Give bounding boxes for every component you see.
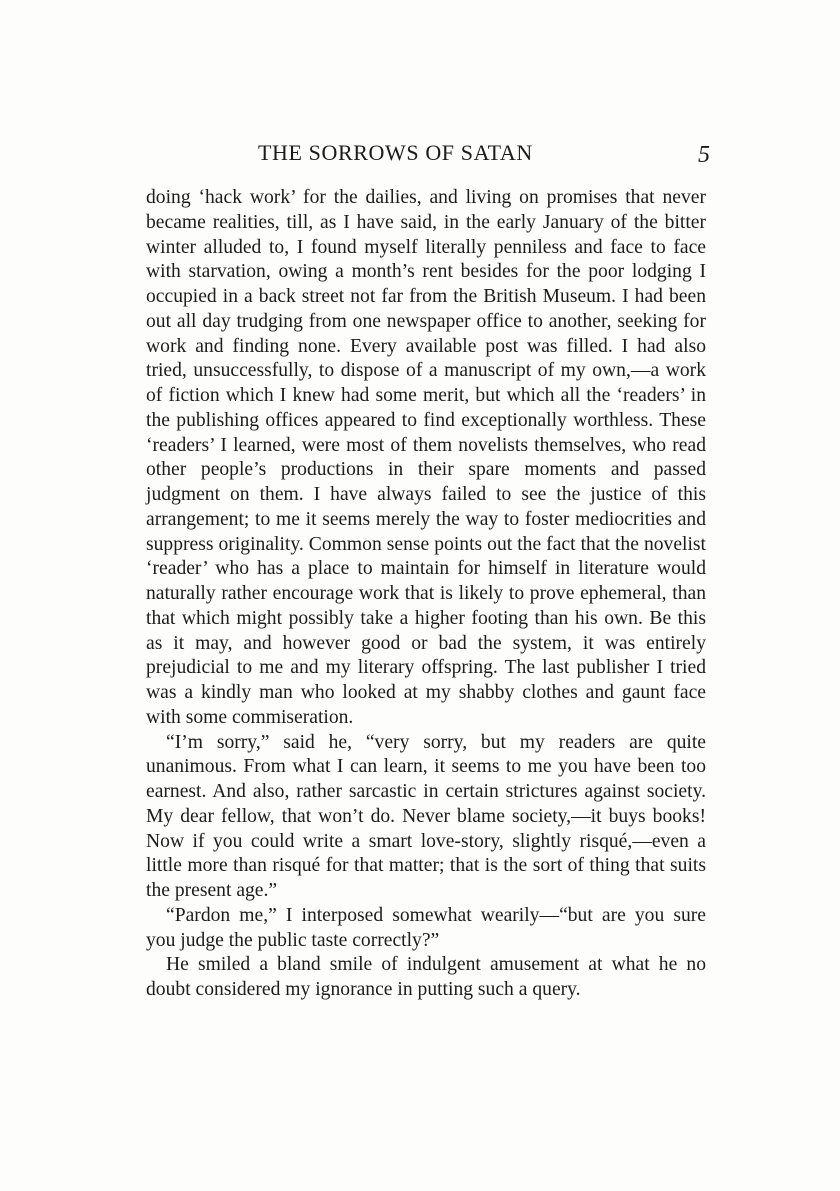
paragraph-publisher-smile: He smiled a bland smile of indulgent amusement at what he no doubt considered my ignorance in putting such a query.: [146, 954, 706, 1000]
page-number: 5: [698, 142, 710, 168]
running-head: [146, 140, 710, 170]
paragraph-narrator-question: “Pardon me,” I interposed somewhat wearily—“but are you sure you judge the public taste correctly?”: [146, 904, 706, 951]
running-head-title: THE SORROWS OF SATAN: [258, 140, 533, 165]
body-text: [146, 186, 706, 1003]
paragraph-continuation: doing ‘hack work’ for the dailies, and living on promises that never became realities, till, as I have said, in the early January of the bitter winter alluded to, I found myself literally penniless and face to face with starvation, owing a month’s rent besides for the poor lodging I occupied in a back street not far from the British Museum. I had been out all day trudging from one newspaper office to another, seeking for work and finding none. Every available post was filled. I had also tried, unsuccessfully, to dispose of a manuscript of my own,—a work of fiction which I knew had some merit, but which all the ‘readers’ in the publishing offices appeared to find exceptionally worthless. These ‘readers’ I learned, were most of them novelists themselves, who read other people’s productions in their spare moments and passed judgment on them. I have always failed to see the justice of this arrangement; to me it seems merely the way to foster mediocrities and suppress originality. Common sense points out the fact that the novelist ‘reader’ who has a place to maintain for himself in literature would naturally rather encourage work that is likely to prove ephemeral, than that which might possibly take a higher footing than his own. Be this as it may, and however good or bad the system, it was entirely prejudicial to me and my literary offspring. The last publisher I tried was a kindly man who looked at my shabby clothes and gaunt face with some commiseration.: [146, 187, 706, 728]
paragraph-publisher-reply: “I’m sorry,” said he, “very sorry, but my readers are quite unanimous. From what I can learn, it seems to me you have been too earnest. And also, rather sarcastic in certain strictures against society. My dear fellow, that won’t do. Never blame society,—it buys books! Now if you could write a smart love-story, slightly risqué,—even a little more than risqué for that matter; that is the sort of thing that suits the present age.”: [146, 731, 706, 901]
